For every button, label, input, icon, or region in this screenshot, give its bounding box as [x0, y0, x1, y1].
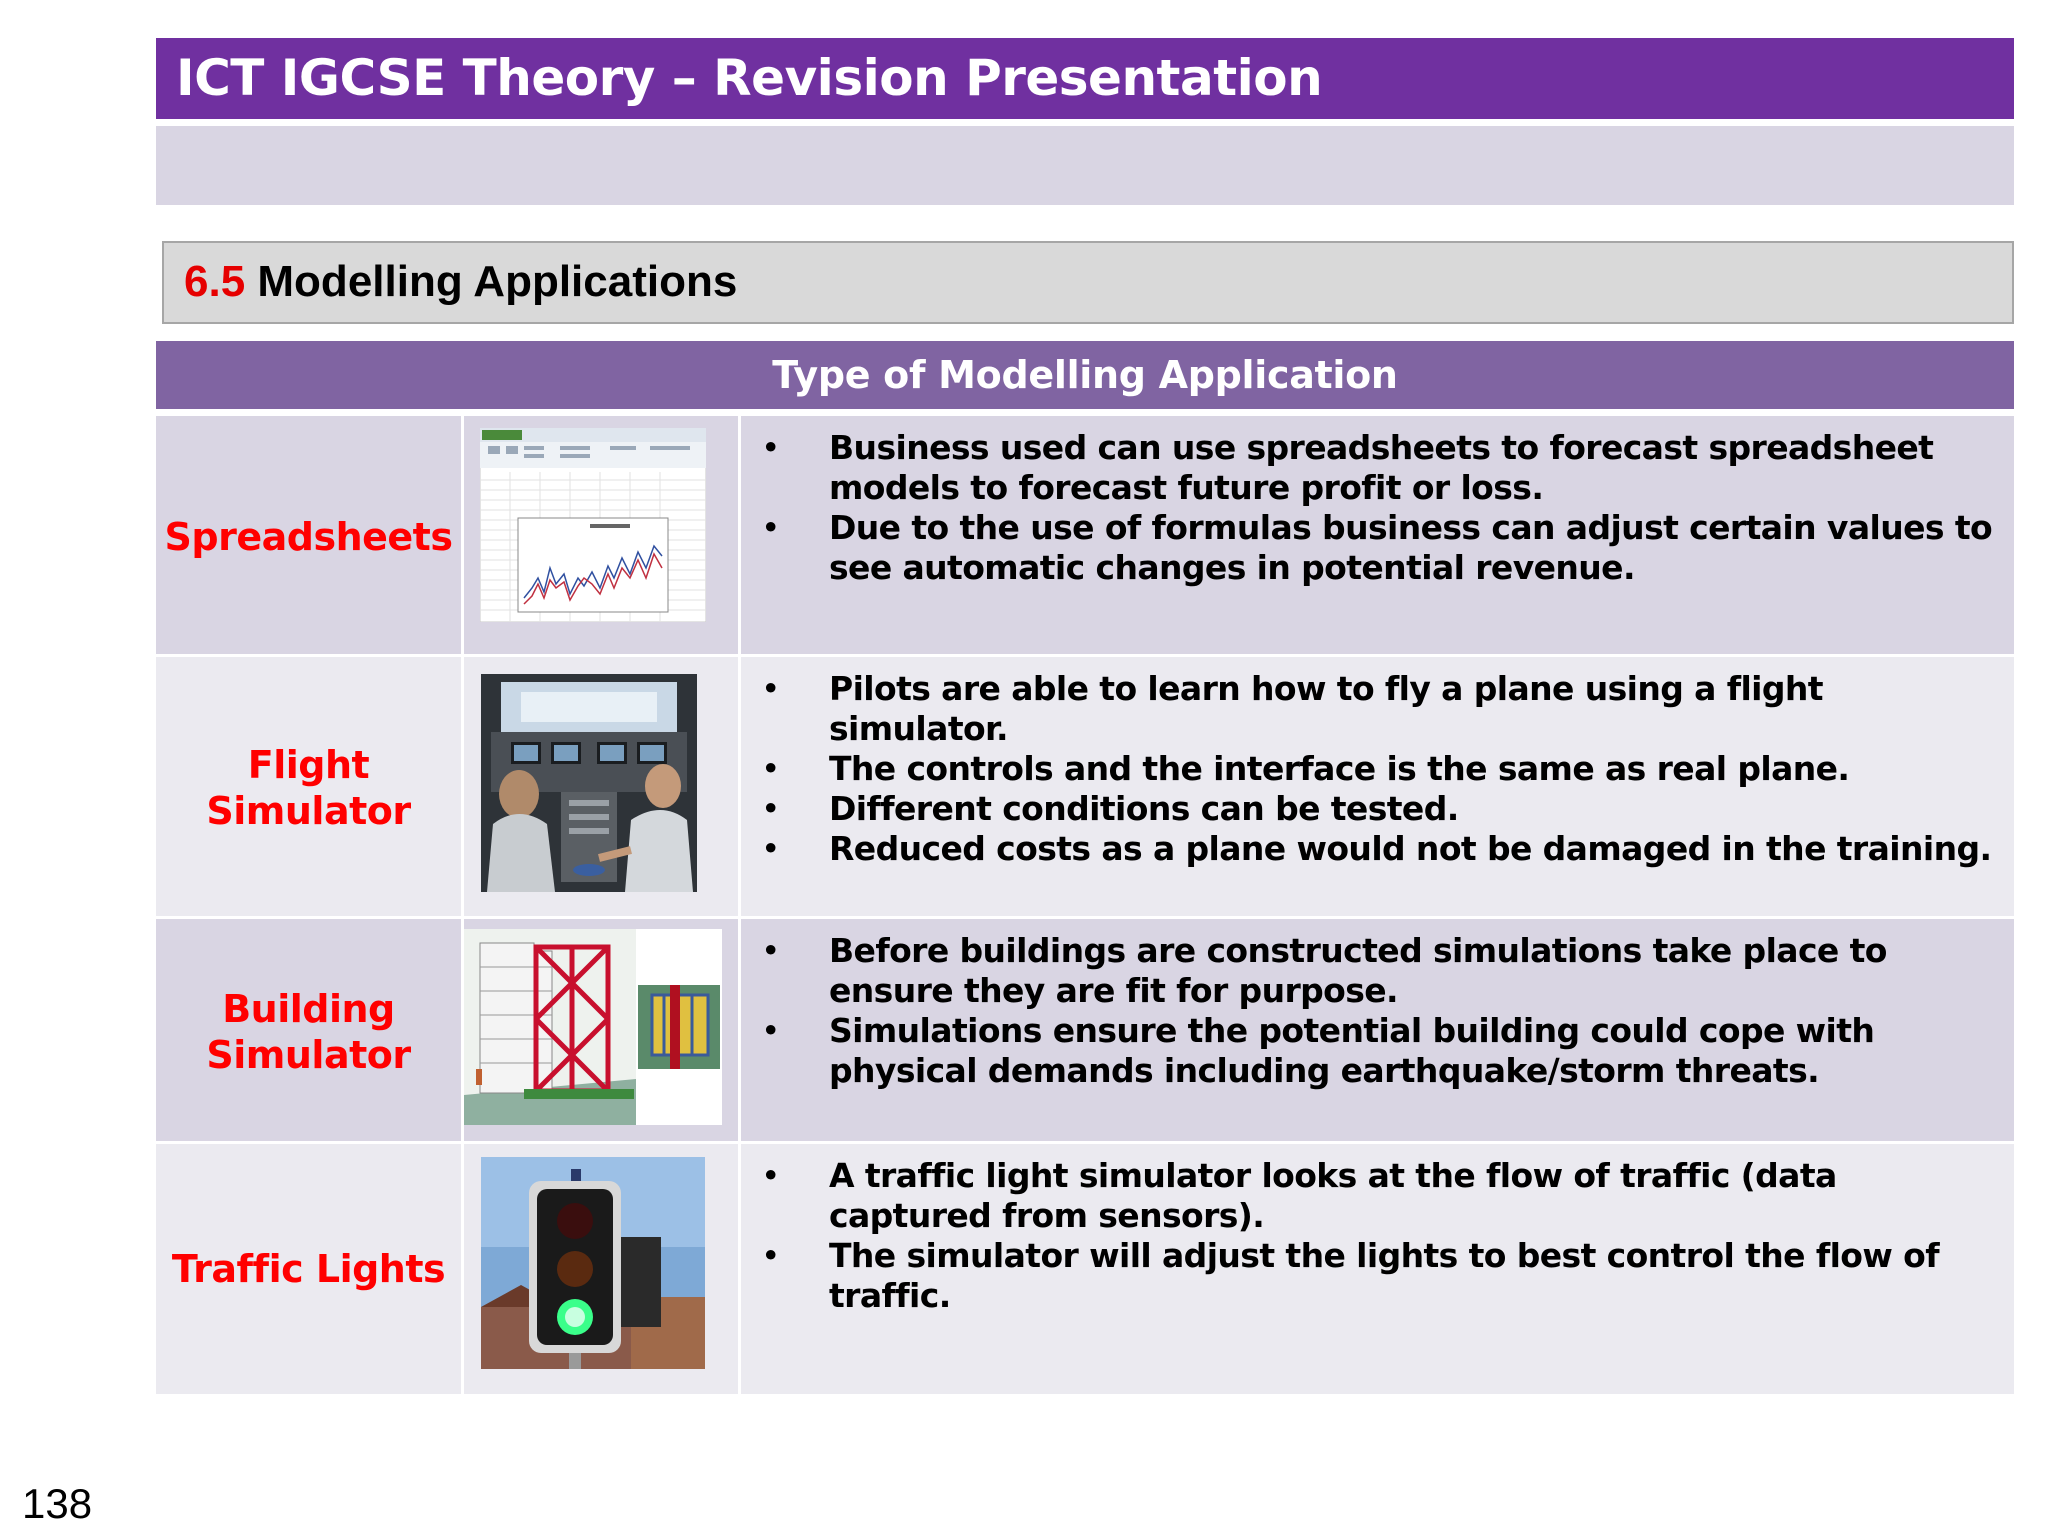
row-image-cell: [464, 657, 741, 919]
row-label: [156, 919, 464, 1144]
bullet-item: • Business used can use spreadsheets to forecast spreadsheet models to forecast future profit or loss.: [761, 428, 1994, 508]
table-row-building-simulator: [156, 916, 2014, 1144]
bullet-item: • Pilots are able to learn how to fly a plane using a flight simulator.: [761, 669, 1994, 749]
bullet-item: • Before buildings are constructed simulations take place to ensure they are fit for purpose.: [761, 931, 1994, 1011]
row-label: [156, 657, 464, 919]
traffic-light-image: [481, 1157, 705, 1369]
row-description: [741, 919, 2014, 1144]
row-image-cell: [464, 1144, 741, 1394]
section-heading: [162, 241, 2014, 324]
row-label-line: Flight: [247, 743, 370, 787]
spreadsheet-chart-image: [480, 428, 706, 622]
flight-simulator-cockpit-image: [481, 674, 697, 892]
section-number: 6.5: [184, 257, 246, 306]
row-description: [741, 416, 2014, 657]
page-number: 138: [22, 1480, 93, 1527]
table-row-spreadsheets: [156, 413, 2014, 657]
table-row-flight-simulator: [156, 654, 2014, 919]
row-label-line: Spreadsheets: [164, 514, 453, 559]
row-label: [156, 1144, 464, 1394]
bullet-item: • The simulator will adjust the lights to best control the flow of traffic.: [761, 1236, 1994, 1316]
bullet-item: • Simulations ensure the potential building could cope with physical demands including earthquake/storm threats.: [761, 1011, 1994, 1091]
bullet-item: • Reduced costs as a plane would not be damaged in the training.: [761, 829, 1994, 869]
row-label-line: Simulator: [206, 1032, 411, 1077]
building-structure-model-image: [464, 929, 722, 1125]
subtitle-band: [156, 126, 2014, 205]
bullet-item: • A traffic light simulator looks at the flow of traffic (data captured from sensors).: [761, 1156, 1994, 1236]
row-label: [156, 416, 464, 657]
row-image-cell: [464, 416, 741, 657]
row-image-cell: [464, 919, 741, 1144]
table-header: Type of Modelling Application: [156, 341, 2014, 409]
bullet-item: • The controls and the interface is the same as real plane.: [761, 749, 1994, 789]
row-description: [741, 1144, 2014, 1394]
row-label-line: Simulator: [206, 789, 411, 833]
row-label-line: Traffic Lights: [171, 1247, 446, 1291]
row-label-line: Building: [222, 986, 395, 1031]
slide-title: ICT IGCSE Theory – Revision Presentation: [156, 38, 2014, 119]
bullet-item: • Different conditions can be tested.: [761, 789, 1994, 829]
bullet-item: • Due to the use of formulas business can adjust certain values to see automatic changes in potential revenue.: [761, 508, 1994, 588]
table-row-traffic-lights: [156, 1141, 2014, 1394]
row-description: [741, 657, 2014, 919]
section-title: Modelling Applications: [257, 257, 738, 306]
